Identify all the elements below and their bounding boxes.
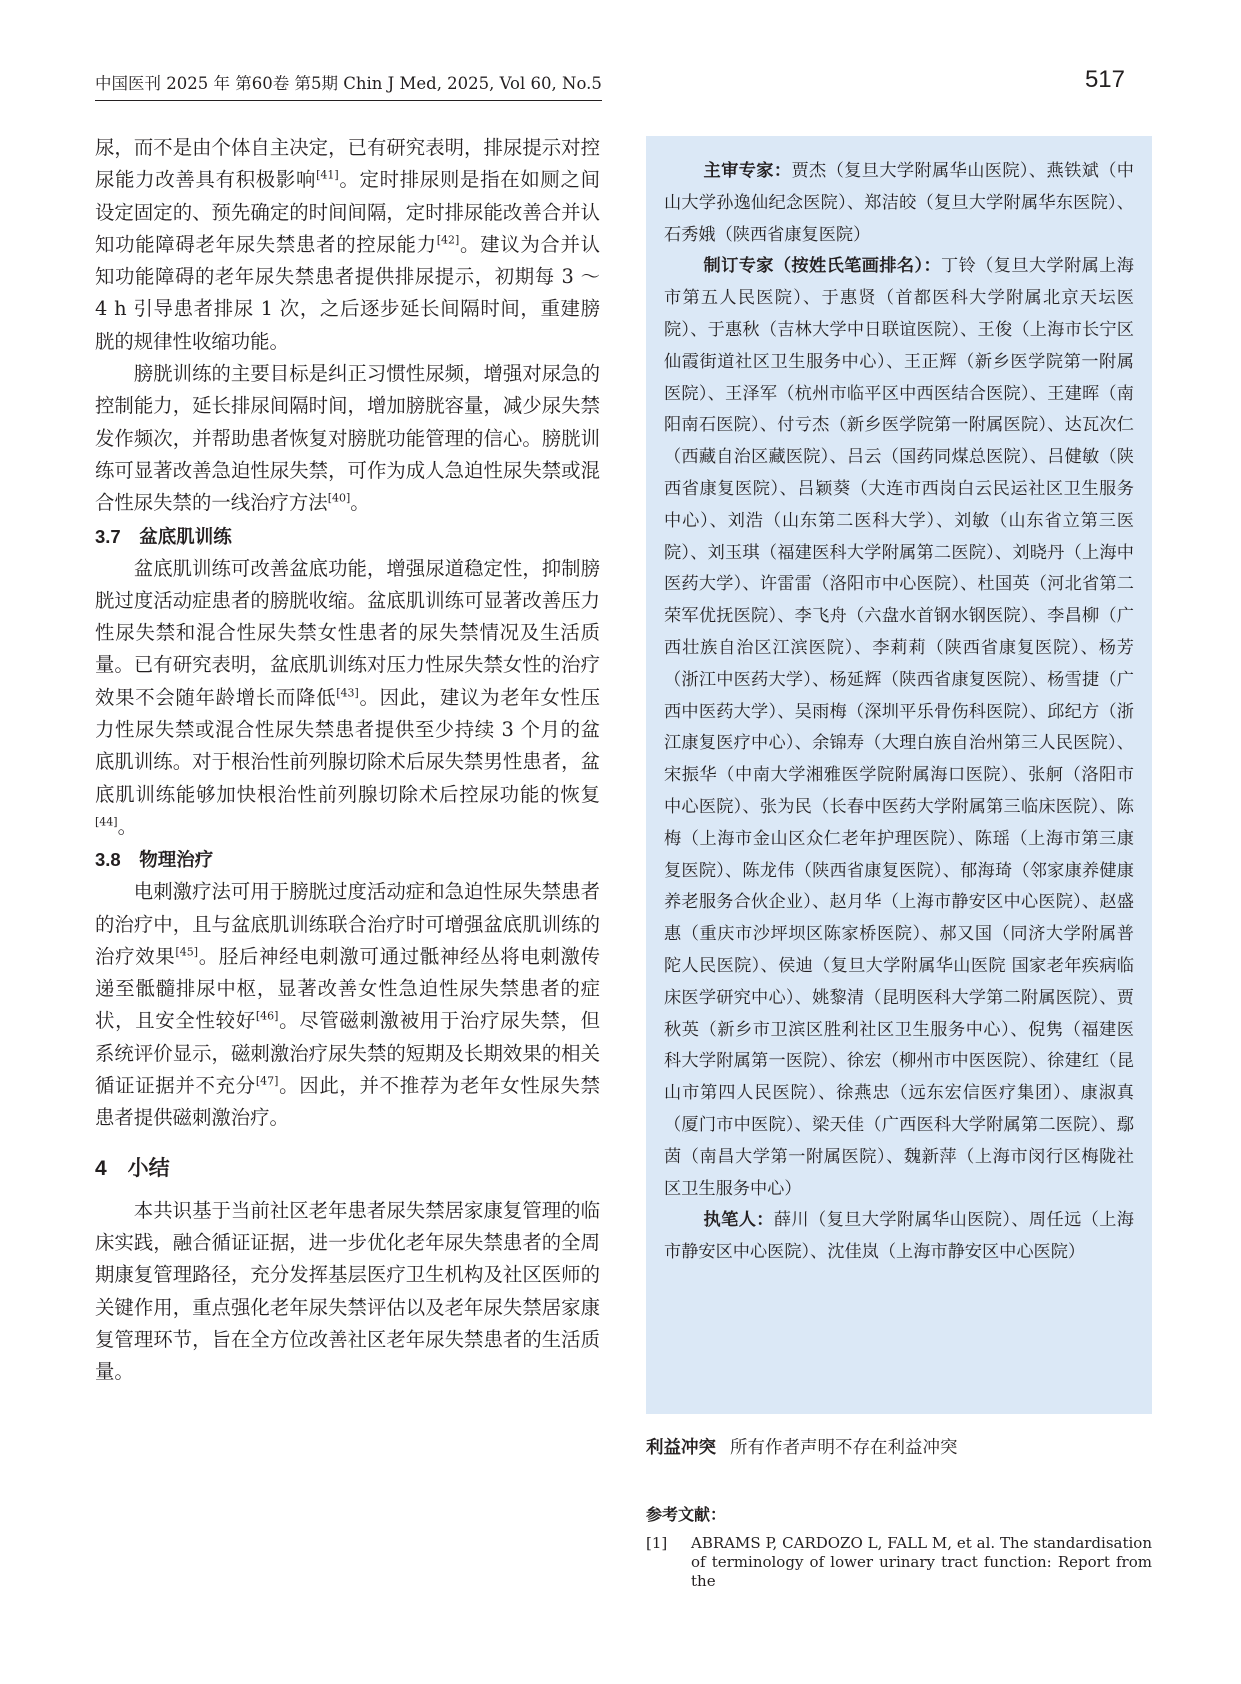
- references-title: 参考文献：: [646, 1505, 727, 1524]
- reference-item: [646, 1534, 1152, 1591]
- drafting-experts-label: 制订专家（按姓氏笔画排名）：: [703, 256, 942, 277]
- citation: [44]: [95, 815, 118, 829]
- drafting-experts: 制订专家（按姓氏笔画排名）：丁铃（复旦大学附属上海市第五人民医院）、于惠贤（首都医科大学附属北京天坛医院）、于惠秋（吉林大学中日联谊医院）、王俊（上海市长宁区仙霞街道社区卫生服务中心）、王正辉（新乡医学院第一附属医院）、王泽军（杭州市临平区中西医结合医院）、王建晖（南阳南石医院）、付亏杰（新乡医学院第一附属医院）、达瓦次仁（西藏自治区藏医院）、吕云（国药同煤总医院）、吕健敏（陕西省康复医院）、吕颖葵（大连市西岗白云民运社区卫生服务中心）、刘浩（山东第二医科大学）、刘敏（山东省立第三医院）、刘玉琪（福建医科大学附属第二医院）、刘晓丹（上海中医药大学）、许雷雷（洛阳市中心医院）、杜国英（河北省第二荣军优抚医院）、李飞舟（六盘水首钢水钢医院）、李昌柳（广西壮族自治区江滨医院）、李莉莉（陕西省康复医院）、杨芳（浙江中医药大学）、杨延辉（陕西省康复医院）、杨雪捷（广西中医药大学）、吴雨梅（深圳平乐骨伤科医院）、邱纪方（浙江康复医疗中心）、余锦寿（大理白族自治州第三人民医院）、宋振华（中南大学湘雅医学院附属海口医院）、张舸（洛阳市中心医院）、张为民（长春中医药大学附属第三临床医院）、陈梅（上海市金山区众仁老年护理医院）、陈瑶（上海市第三康复医院）、陈龙伟（陕西省康复医院）、郁海琦（邻家康养健康养老服务合伙企业）、赵月华（上海市静安区中心医院）、赵盛惠（重庆市沙坪坝区陈家桥医院）、郝又国（同济大学附属普陀人民医院）、侯迪（复旦大学附属华山医院 国家老年疾病临床医学研究中心）、姚黎清（昆明医科大学第二附属医院）、贾秋英（新乡市卫滨区胜利社区卫生服务中心）、倪隽（福建医科大学附属第一医院）、徐宏（柳州市中医医院）、徐建红（昆山市第四人民医院）、徐燕忠（远东宏信医疗集团）、康淑真（厦门市中医院）、梁天佳（广西医科大学附属第二医院）、鄢茵（南昌大学第一附属医院）、魏新萍（上海市闵行区梅陇社区卫生服务中心）: [664, 256, 1134, 1199]
- citation: [43]: [336, 686, 359, 700]
- section-heading-4: 4 小结: [95, 1156, 170, 1180]
- running-header: [95, 66, 1125, 98]
- review-experts: 主审专家：贾杰（复旦大学附属华山医院）、燕铁斌（中山大学孙逸仙纪念医院）、郑洁皎（复旦大学附属华东医院）、石秀娥（陕西省康复医院）: [664, 161, 1134, 245]
- paragraph-physical-therapy: 电刺激疗法可用于膀胱过度活动症和急迫性尿失禁患者的治疗中，且与盆底肌训练联合治疗时可增强盆底肌训练的治疗效果[45]。胫后神经电刺激可通过骶神经丛将电刺激传递至骶髓排尿中枢，显著改善女性急迫性尿失禁患者的症状，且安全性较好[46]。尽管磁刺激被用于治疗尿失禁，但系统评价显示，磁刺激治疗尿失禁的短期及长期效果的相关循证证据并不充分[47]。因此，并不推荐为老年女性尿失禁患者提供磁刺激治疗。: [95, 880, 601, 1130]
- expert-panel-box: [646, 136, 1152, 1414]
- conflict-of-interest: [646, 1434, 958, 1459]
- journal-info: 中国医刊 2025 年 第60卷 第5期 Chin J Med, 2025, Vol 60, No.5: [95, 70, 602, 101]
- paragraph-summary: 本共识基于当前社区老年患者尿失禁居家康复管理的临床实践，融合循证证据，进一步优化老年尿失禁患者的全周期康复管理路径，充分发挥基层医疗卫生机构及社区医师的关键作用，重点强化老年尿失禁评估以及老年尿失禁居家康复管理环节，旨在全方位改善社区老年尿失禁患者的生活质量。: [95, 1198, 600, 1384]
- citation: [45]: [175, 945, 198, 959]
- section-heading-3-8: 3.8 物理治疗: [95, 849, 214, 871]
- citation: [46]: [255, 1009, 279, 1023]
- section-heading-3-7: 3.7 盆底肌训练: [95, 525, 232, 547]
- paragraph-bladder-training: 膀胱训练的主要目标是纠正习惯性尿频，增强对尿急的控制能力，延长排尿间隔时间，增加膀胱容量，减少尿失禁发作频次，并帮助患者恢复对膀胱功能管理的信心。膀胱训练可显著改善急迫性尿失禁，可作为成人急迫性尿失禁或混合性尿失禁的一线治疗方法[40]。: [95, 362, 600, 515]
- page-number: 517: [1084, 66, 1125, 93]
- paragraph-pelvic-floor: 盆底肌训练可改善盆底功能，增强尿道稳定性，抑制膀胱过度活动症患者的膀胱收缩。盆底肌训练可显著改善压力性尿失禁和混合性尿失禁女性患者的尿失禁情况及生活质量。已有研究表明，盆底肌训练对压力性尿失禁女性的治疗效果不会随年龄增长而降低[43]。因此，建议为老年女性压力性尿失禁或混合性尿失禁患者提供至少持续 3 个月的盆底肌训练。对于根治性前列腺切除术后尿失禁男性患者，盆底肌训练能够加快根治性前列腺切除术后控尿功能的恢复[44]。: [95, 556, 600, 838]
- writers-label: 执笔人：: [703, 1210, 774, 1231]
- paragraph-urination-prompt: 尿，而不是由个体自主决定，已有研究表明，排尿提示对控尿能力改善具有积极影响[41]。定时排尿则是指在如厕之间设定固定的、预先确定的时间间隔，定时排尿能改善合并认知功能障碍老年尿失禁患者的控尿能力[42]。建议为合并认知功能障碍的老年尿失禁患者提供排尿提示，初期每 3 ～ 4 h 引导患者排尿 1 次，之后逐步延长间隔时间，重建膀胱的规律性收缩功能。: [95, 136, 601, 353]
- citation: [40]: [327, 491, 351, 505]
- review-experts-label: 主审专家：: [703, 161, 792, 181]
- reference-text: ABRAMS P, CARDOZO L, FALL M, et al. The standardisation of terminology of lower urinary tract function: Report from the: [691, 1534, 1152, 1590]
- writers: 执笔人：薛川（复旦大学附属华山医院）、周任远（上海市静安区中心医院）、沈佳岚（上海市静安区中心医院）: [664, 1210, 1134, 1263]
- conflict-label: 利益冲突: [646, 1438, 716, 1458]
- reference-number: [1]: [646, 1534, 668, 1552]
- citation: [42]: [436, 233, 460, 247]
- citation: [41]: [316, 168, 339, 182]
- conflict-text: 所有作者声明不存在利益冲突: [730, 1438, 958, 1458]
- citation: [47]: [255, 1074, 279, 1088]
- left-column: [95, 132, 600, 1388]
